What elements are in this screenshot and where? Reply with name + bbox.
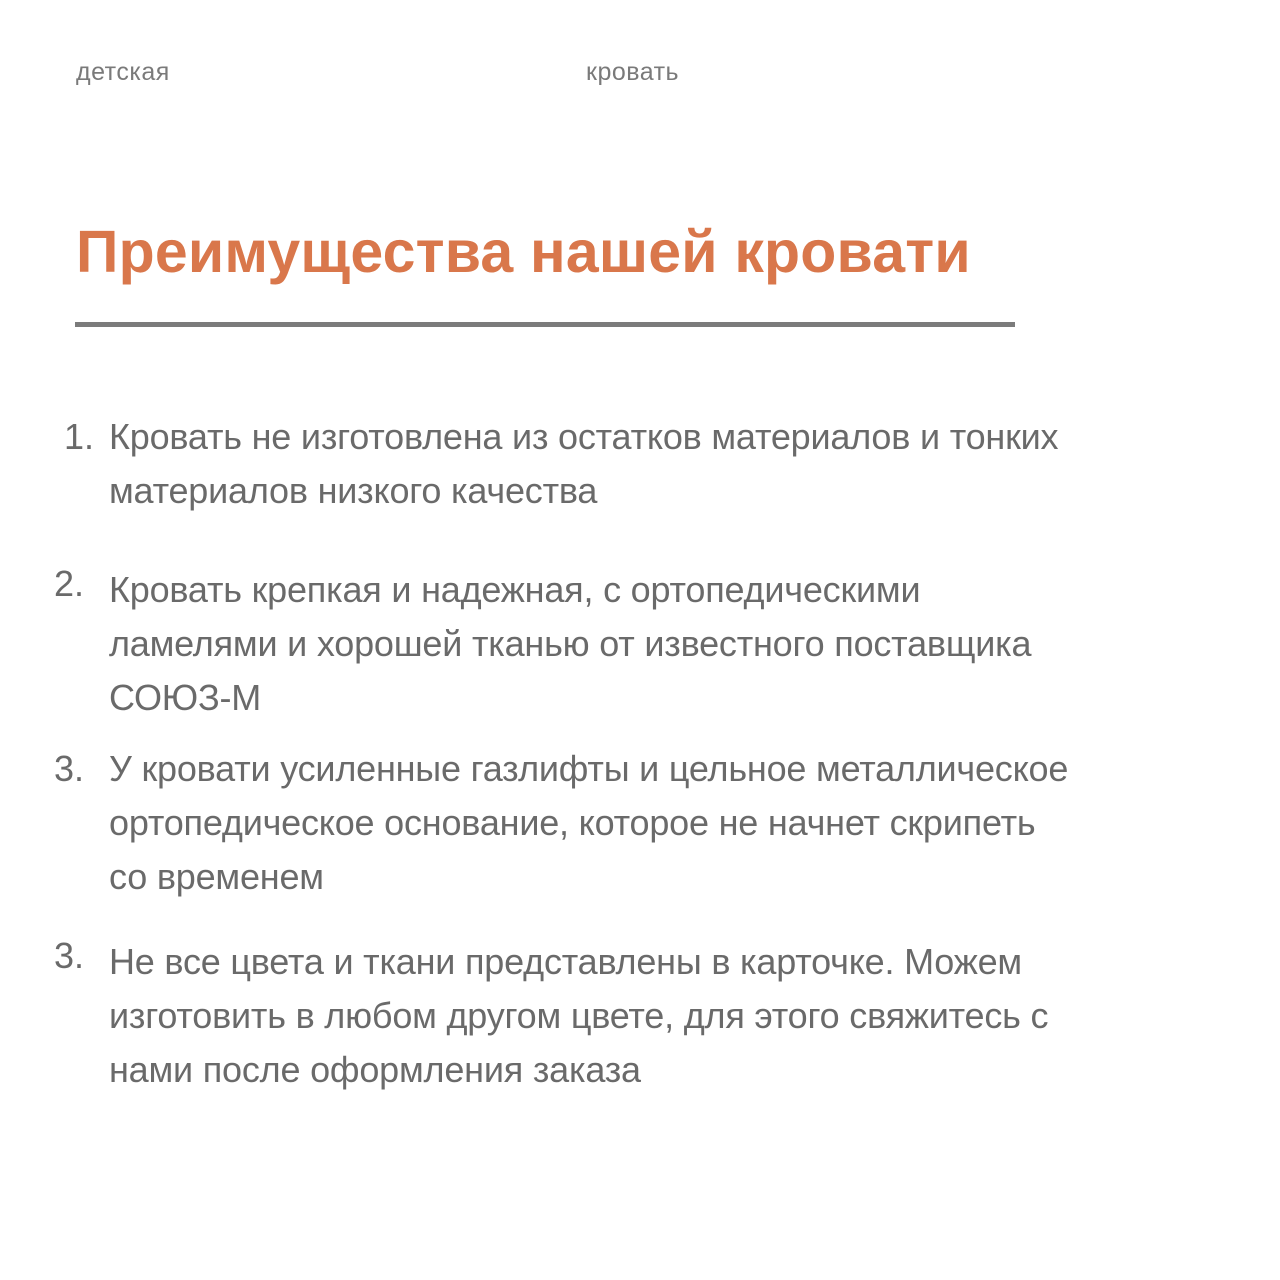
list-item-line: материалов низкого качества xyxy=(109,470,598,511)
list-item-text xyxy=(109,563,1239,725)
product-label: кровать xyxy=(586,58,680,86)
list-item-line: нами после оформления заказа xyxy=(109,1049,641,1090)
list-item-number: 3. xyxy=(54,748,85,789)
list-item-text xyxy=(109,742,1239,904)
list-item-line: СОЮЗ-М xyxy=(109,677,262,718)
list-item-text xyxy=(109,410,1239,518)
page-title: Преимущества нашей кровати xyxy=(76,219,971,285)
list-item-number: 2. xyxy=(54,563,85,604)
list-item-line: Кровать не изготовлена из остатков материалов и тонких xyxy=(109,416,1059,457)
list-item-text xyxy=(109,935,1239,1097)
list-item-line: Не все цвета и ткани представлены в карточке. Можем xyxy=(109,941,1022,982)
list-item-number: 3. xyxy=(54,935,85,976)
list-item-line: ламелями и хорошей тканью от известного поставщика xyxy=(109,623,1032,664)
list-item-number: 1. xyxy=(64,416,95,457)
title-divider xyxy=(75,322,1015,327)
list-item-line: Кровать крепкая и надежная, с ортопедическими xyxy=(109,569,921,610)
category-label: детская xyxy=(76,58,170,86)
list-item-line: изготовить в любом другом цвете, для этого свяжитесь с xyxy=(109,995,1049,1036)
list-item-line: У кровати усиленные газлифты и цельное металлическое xyxy=(109,748,1069,789)
list-item-line: ортопедическое основание, которое не начнет скрипеть xyxy=(109,802,1036,843)
list-item-line: со временем xyxy=(109,856,324,897)
